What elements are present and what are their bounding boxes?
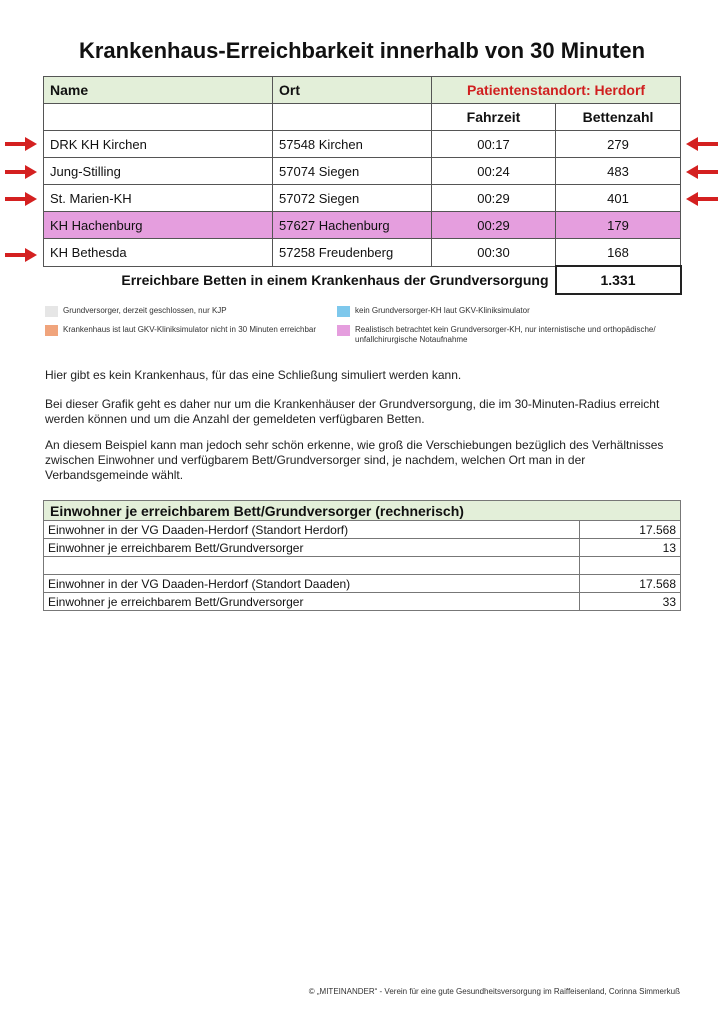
arrow-left-icon	[686, 192, 718, 206]
population-value: 33	[580, 593, 681, 611]
population-value: 17.568	[580, 575, 681, 593]
bed-count: 483	[556, 158, 681, 185]
arrow-right-icon	[5, 137, 37, 151]
table-subheader-row	[44, 104, 681, 131]
population-label: Einwohner je erreichbarem Bett/Grundversorger	[44, 593, 580, 611]
population-label: Einwohner in der VG Daaden-Herdorf (Standort Daaden)	[44, 575, 580, 593]
table-header-row	[44, 77, 681, 104]
hospital-location: 57548 Kirchen	[273, 131, 432, 158]
table-row	[44, 185, 681, 212]
drive-time: 00:17	[432, 131, 556, 158]
hospital-location: 57074 Siegen	[273, 158, 432, 185]
bed-count: 168	[556, 239, 681, 267]
legend-text: Realistisch betrachtet kein Grundversorger-KH, nur internistische und orthopädische/	[355, 325, 656, 334]
total-label: Erreichbare Betten in einem Krankenhaus der Grundversorgung	[121, 272, 549, 289]
legend-blue	[337, 306, 530, 317]
table-row	[44, 158, 681, 185]
arrow-right-icon	[5, 192, 37, 206]
hospital-table	[43, 76, 682, 295]
table-row	[44, 557, 681, 575]
legend-text: Krankenhaus ist laut GKV-Kliniksimulator nicht in 30 Minuten erreichbar	[63, 325, 317, 334]
paragraph-2: Bei dieser Grafik geht es daher nur um die Krankenhäuser der Grundversorgung, die im 30-Minuten-Radius erreicht werden können und um die Anzahl der gemeldeten verfügbaren Betten.	[45, 397, 660, 426]
population-label: Einwohner in der VG Daaden-Herdorf (Standort Herdorf)	[44, 521, 580, 539]
arrow-right-icon	[5, 248, 37, 262]
table-row	[44, 239, 681, 267]
drive-time: 00:30	[432, 239, 556, 267]
table-row	[44, 539, 681, 557]
arrow-left-icon	[686, 137, 718, 151]
page-title: Krankenhaus-Erreichbarkeit innerhalb von 30 Minuten	[78, 38, 646, 63]
bed-count: 401	[556, 185, 681, 212]
table-row	[44, 593, 681, 611]
population-value: 13	[580, 539, 681, 557]
hospital-name: DRK KH Kirchen	[44, 131, 273, 158]
paragraph-3: An diesem Beispiel kann man jedoch sehr schön erkenne, wie groß die Verschiebungen bezüglich des Verhältnisses zwischen Einwohner und verfügbarem Bett/Grundversorger sind, je nachdem, welchen Ort man in der Verbandsgemeinde wählt.	[45, 438, 664, 482]
population-value: 17.568	[580, 521, 681, 539]
arrow-left-icon	[686, 165, 718, 179]
total-value: 1.331	[556, 266, 681, 294]
legend-pink	[337, 325, 656, 345]
hospital-location: 57627 Hachenburg	[273, 212, 432, 239]
hospital-name: Jung-Stilling	[44, 158, 273, 185]
col-header-fahrzeit: Fahrzeit	[432, 104, 556, 131]
hospital-name: KH Hachenburg	[44, 212, 273, 239]
legend-swatch-orange	[45, 325, 58, 336]
table-row	[44, 131, 681, 158]
total-row	[44, 266, 681, 294]
legend-swatch-pink	[337, 325, 350, 336]
population-table	[43, 500, 681, 611]
legend-grey	[45, 306, 227, 317]
table-row-highlighted	[44, 212, 681, 239]
hospital-name: St. Marien-KH	[44, 185, 273, 212]
arrow-right-icon	[5, 165, 37, 179]
hospital-name: KH Bethesda	[44, 239, 273, 267]
legend-text: unfallchirurgische Notaufnahme	[355, 335, 468, 344]
bed-count: 179	[556, 212, 681, 239]
col-header-ort: Ort	[273, 77, 432, 104]
bed-count: 279	[556, 131, 681, 158]
table-row	[44, 521, 681, 539]
population-table-title: Einwohner je erreichbarem Bett/Grundversorger (rechnerisch)	[44, 501, 681, 521]
patient-location-header: Patientenstandort: Herdorf	[432, 77, 681, 104]
legend-orange	[45, 325, 316, 336]
col-header-betten: Bettenzahl	[556, 104, 681, 131]
col-header-name: Name	[44, 77, 273, 104]
population-label: Einwohner je erreichbarem Bett/Grundversorger	[44, 539, 580, 557]
legend-text: Grundversorger, derzeit geschlossen, nur KJP	[63, 306, 227, 315]
hospital-location: 57072 Siegen	[273, 185, 432, 212]
legend-text: kein Grundversorger-KH laut GKV-Kliniksimulator	[355, 306, 530, 315]
paragraph-1: Hier gibt es kein Krankenhaus, für das eine Schließung simuliert werden kann.	[45, 368, 462, 382]
population-label	[44, 557, 580, 575]
drive-time: 00:29	[432, 212, 556, 239]
drive-time: 00:29	[432, 185, 556, 212]
footer-copyright: © „MITEINANDER“ - Verein für eine gute Gesundheitsversorgung im Raiffeisenland, Corinna Simmerkuß	[308, 987, 680, 996]
drive-time: 00:24	[432, 158, 556, 185]
legend-swatch-blue	[337, 306, 350, 317]
hospital-location: 57258 Freudenberg	[273, 239, 432, 267]
population-value	[580, 557, 681, 575]
population-table-header	[44, 501, 681, 521]
legend-swatch-grey	[45, 306, 58, 317]
table-row	[44, 575, 681, 593]
